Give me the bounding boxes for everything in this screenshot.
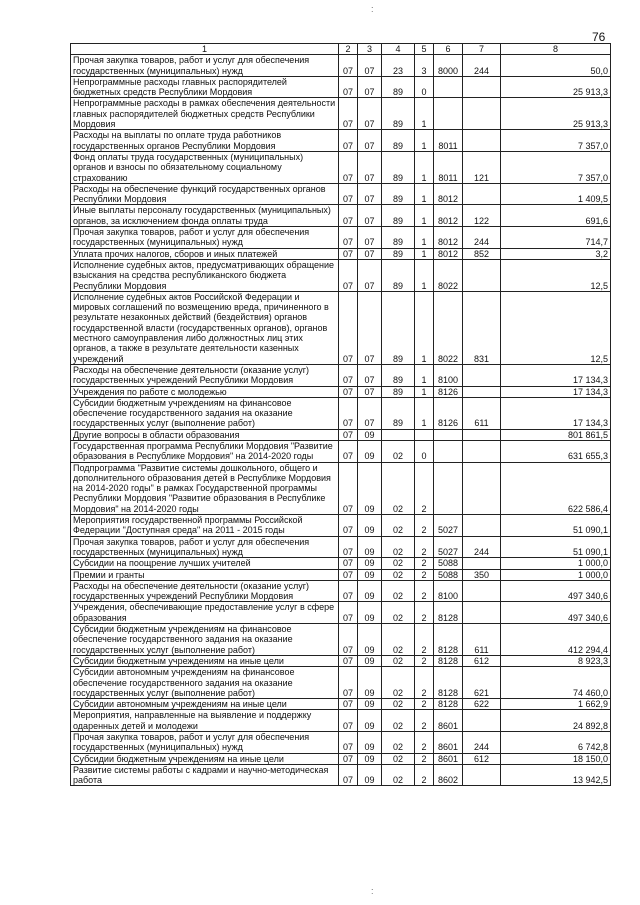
row-expense-type: 831 <box>463 291 501 364</box>
row-name: Мероприятия, направленные на выявление и поддержку одаренных детей и молодежи <box>71 710 339 732</box>
row-program: 23 <box>382 55 415 77</box>
row-name: Субсидии бюджетным учреждениям на иные цели <box>71 753 339 764</box>
row-article: 8602 <box>434 764 463 786</box>
table-row <box>71 429 611 440</box>
row-amount: 12,5 <box>501 291 611 364</box>
row-article: 8012 <box>434 227 463 249</box>
row-section: 07 <box>339 55 358 77</box>
row-program: 02 <box>382 699 415 710</box>
row-name: Учреждения, обеспечивающие предоставление услуг в сфере образования <box>71 602 339 624</box>
table-row <box>71 732 611 754</box>
row-section: 07 <box>339 98 358 130</box>
row-name: Иные выплаты персоналу государственных (муниципальных) органов, за исключением фонда оплаты труда <box>71 205 339 227</box>
row-name: Развитие системы работы с кадрами и научно-методическая работа <box>71 764 339 786</box>
table-row <box>71 699 611 710</box>
row-subsection: 07 <box>358 151 382 183</box>
row-subsection: 09 <box>358 569 382 580</box>
row-subsection: 07 <box>358 291 382 364</box>
row-program: 89 <box>382 397 415 429</box>
column-header: 5 <box>415 44 434 55</box>
row-program: 89 <box>382 386 415 397</box>
row-subsection: 09 <box>358 580 382 602</box>
row-name: Субсидии на поощрение лучших учителей <box>71 558 339 569</box>
row-section: 07 <box>339 227 358 249</box>
row-amount: 13 942,5 <box>501 764 611 786</box>
table-row <box>71 259 611 291</box>
row-section: 07 <box>339 259 358 291</box>
row-subprogram: 2 <box>415 732 434 754</box>
table-row <box>71 624 611 656</box>
row-name: Другие вопросы в области образования <box>71 429 339 440</box>
row-amount: 1 000,0 <box>501 558 611 569</box>
row-name: Исполнение судебных актов Российской Федерации и мировых соглашений по возмещению вреда, причиненного в результате незаконных действий (бездействия) органов государственной власти (государственных органов), органов местного самоуправления либо должностных лиц этих органов, а также в результате деятельности казенных учреждений <box>71 291 339 364</box>
row-article: 8601 <box>434 710 463 732</box>
row-name: Фонд оплаты труда государственных (муниципальных) органов и взносы по обязательному социальному страхованию <box>71 151 339 183</box>
row-name: Субсидии автономным учреждениям на иные цели <box>71 699 339 710</box>
table-row <box>71 440 611 462</box>
row-article: 8128 <box>434 655 463 666</box>
row-program: 89 <box>382 98 415 130</box>
table-row <box>71 753 611 764</box>
row-subprogram: 2 <box>415 462 434 514</box>
row-program: 02 <box>382 602 415 624</box>
row-expense-type <box>463 386 501 397</box>
row-program: 89 <box>382 151 415 183</box>
row-program: 02 <box>382 624 415 656</box>
row-article: 8012 <box>434 205 463 227</box>
row-subprogram: 1 <box>415 205 434 227</box>
row-article: 8011 <box>434 130 463 152</box>
column-header: 1 <box>71 44 339 55</box>
row-expense-type <box>463 602 501 624</box>
row-program: 02 <box>382 580 415 602</box>
row-section: 07 <box>339 151 358 183</box>
row-article: 8128 <box>434 624 463 656</box>
row-amount: 50,0 <box>501 55 611 77</box>
row-amount: 12,5 <box>501 259 611 291</box>
row-expense-type <box>463 130 501 152</box>
row-section: 07 <box>339 183 358 205</box>
table-row <box>71 151 611 183</box>
row-expense-type: 612 <box>463 753 501 764</box>
row-article: 8126 <box>434 397 463 429</box>
bottom-mark: : <box>371 886 374 896</box>
row-section: 07 <box>339 753 358 764</box>
row-subprogram: 1 <box>415 183 434 205</box>
row-subsection: 09 <box>358 558 382 569</box>
row-article: 5027 <box>434 536 463 558</box>
row-expense-type <box>463 462 501 514</box>
table-row <box>71 710 611 732</box>
row-article <box>434 76 463 98</box>
row-subsection: 09 <box>358 462 382 514</box>
row-subprogram: 1 <box>415 227 434 249</box>
row-amount: 1 409,5 <box>501 183 611 205</box>
row-article: 8128 <box>434 699 463 710</box>
row-article: 5088 <box>434 569 463 580</box>
row-section: 07 <box>339 429 358 440</box>
row-program: 89 <box>382 248 415 259</box>
row-name: Прочая закупка товаров, работ и услуг для обеспечения государственных (муниципальных) нужд <box>71 732 339 754</box>
row-subprogram: 3 <box>415 55 434 77</box>
table-row <box>71 515 611 537</box>
row-expense-type <box>463 558 501 569</box>
row-subsection: 09 <box>358 515 382 537</box>
row-expense-type <box>463 98 501 130</box>
row-section: 07 <box>339 655 358 666</box>
row-program: 02 <box>382 462 415 514</box>
row-article: 5088 <box>434 558 463 569</box>
row-program: 02 <box>382 710 415 732</box>
column-header: 3 <box>358 44 382 55</box>
table-row <box>71 248 611 259</box>
row-expense-type <box>463 364 501 386</box>
table-row <box>71 397 611 429</box>
row-program: 02 <box>382 515 415 537</box>
row-amount: 801 861,5 <box>501 429 611 440</box>
table-row <box>71 536 611 558</box>
row-article: 8601 <box>434 753 463 764</box>
row-subsection: 07 <box>358 76 382 98</box>
row-subprogram: 1 <box>415 248 434 259</box>
row-subsection: 09 <box>358 699 382 710</box>
row-expense-type: 350 <box>463 569 501 580</box>
row-article: 8100 <box>434 364 463 386</box>
row-subprogram: 1 <box>415 259 434 291</box>
row-subsection: 07 <box>358 98 382 130</box>
row-program <box>382 429 415 440</box>
row-subprogram: 2 <box>415 753 434 764</box>
top-mark: : <box>371 4 374 14</box>
table-row <box>71 291 611 364</box>
row-section: 07 <box>339 667 358 699</box>
row-expense-type: 611 <box>463 624 501 656</box>
row-expense-type: 121 <box>463 151 501 183</box>
row-article <box>434 429 463 440</box>
row-section: 07 <box>339 515 358 537</box>
row-subprogram: 1 <box>415 364 434 386</box>
table-row <box>71 205 611 227</box>
column-header: 6 <box>434 44 463 55</box>
row-amount: 497 340,6 <box>501 602 611 624</box>
column-header: 4 <box>382 44 415 55</box>
row-article: 8012 <box>434 183 463 205</box>
row-amount: 3,2 <box>501 248 611 259</box>
row-section: 07 <box>339 624 358 656</box>
row-subprogram <box>415 429 434 440</box>
row-name: Подпрограмма "Развитие системы дошкольного, общего и дополнительного образования детей в Республике Мордовия на 2014-2020 годы" в рамках Государственной программы Республики Мордовия "Развитие образования в Республике Мордовия" на 2014-2020 годы <box>71 462 339 514</box>
row-program: 89 <box>382 364 415 386</box>
row-subprogram: 1 <box>415 397 434 429</box>
row-name: Расходы на обеспечение деятельности (оказание услуг) государственных учреждений Республики Мордовия <box>71 364 339 386</box>
row-subprogram: 2 <box>415 667 434 699</box>
row-subprogram: 2 <box>415 515 434 537</box>
row-program: 02 <box>382 732 415 754</box>
row-amount: 18 150,0 <box>501 753 611 764</box>
row-amount: 17 134,3 <box>501 386 611 397</box>
row-program: 89 <box>382 130 415 152</box>
row-subsection: 09 <box>358 536 382 558</box>
row-subsection: 07 <box>358 364 382 386</box>
budget-table <box>70 43 611 786</box>
row-subprogram: 2 <box>415 580 434 602</box>
row-section: 07 <box>339 76 358 98</box>
row-name: Уплата прочих налогов, сборов и иных платежей <box>71 248 339 259</box>
row-name: Субсидии автономным учреждениям на финансовое обеспечение государственного задания на оказание государственных услуг (выполнение работ) <box>71 667 339 699</box>
row-subprogram: 1 <box>415 386 434 397</box>
row-article <box>434 98 463 130</box>
table-row <box>71 580 611 602</box>
row-section: 07 <box>339 364 358 386</box>
row-subprogram: 2 <box>415 710 434 732</box>
row-amount: 25 913,3 <box>501 76 611 98</box>
row-name: Прочая закупка товаров, работ и услуг для обеспечения государственных (муниципальных) нужд <box>71 227 339 249</box>
row-subprogram: 0 <box>415 76 434 98</box>
row-name: Субсидии бюджетным учреждениям на финансовое обеспечение государственного задания на оказание государственных услуг (выполнение работ) <box>71 624 339 656</box>
row-name: Расходы на выплаты по оплате труда работников государственных органов Республики Мордовия <box>71 130 339 152</box>
row-subsection: 09 <box>358 655 382 666</box>
row-subsection: 09 <box>358 624 382 656</box>
row-article <box>434 440 463 462</box>
row-program: 02 <box>382 753 415 764</box>
row-subprogram: 2 <box>415 569 434 580</box>
row-section: 07 <box>339 130 358 152</box>
row-amount: 25 913,3 <box>501 98 611 130</box>
row-subprogram: 2 <box>415 558 434 569</box>
table-row <box>71 98 611 130</box>
table-row <box>71 130 611 152</box>
table-body <box>71 55 611 786</box>
row-article: 8022 <box>434 259 463 291</box>
row-name: Государственная программа Республики Мордовия "Развитие образования в Республике Мордовия" на 2014-2020 годы <box>71 440 339 462</box>
row-subprogram: 2 <box>415 602 434 624</box>
row-article: 8012 <box>434 248 463 259</box>
row-name: Учреждения по работе с молодежью <box>71 386 339 397</box>
row-name: Прочая закупка товаров, работ и услуг для обеспечения государственных (муниципальных) нужд <box>71 536 339 558</box>
row-name: Расходы на обеспечение функций государственных органов Республики Мордовия <box>71 183 339 205</box>
row-amount: 7 357,0 <box>501 130 611 152</box>
row-article: 8128 <box>434 667 463 699</box>
row-program: 89 <box>382 183 415 205</box>
row-subsection: 09 <box>358 764 382 786</box>
table-row <box>71 364 611 386</box>
row-program: 02 <box>382 667 415 699</box>
row-program: 89 <box>382 291 415 364</box>
row-subsection: 09 <box>358 602 382 624</box>
row-section: 07 <box>339 397 358 429</box>
row-expense-type: 852 <box>463 248 501 259</box>
row-subsection: 09 <box>358 440 382 462</box>
row-amount: 17 134,3 <box>501 364 611 386</box>
row-article: 5027 <box>434 515 463 537</box>
row-program: 02 <box>382 440 415 462</box>
table-row <box>71 764 611 786</box>
table-row <box>71 55 611 77</box>
row-subprogram: 2 <box>415 655 434 666</box>
row-expense-type: 612 <box>463 655 501 666</box>
row-subsection: 07 <box>358 397 382 429</box>
row-program: 89 <box>382 259 415 291</box>
row-amount: 24 892,8 <box>501 710 611 732</box>
row-expense-type: 621 <box>463 667 501 699</box>
row-subprogram: 1 <box>415 130 434 152</box>
row-program: 89 <box>382 205 415 227</box>
row-amount: 51 090,1 <box>501 536 611 558</box>
table-row <box>71 462 611 514</box>
row-section: 07 <box>339 699 358 710</box>
row-amount: 714,7 <box>501 227 611 249</box>
table-row <box>71 558 611 569</box>
row-subsection: 07 <box>358 205 382 227</box>
row-program: 02 <box>382 558 415 569</box>
row-amount: 497 340,6 <box>501 580 611 602</box>
row-name: Субсидии бюджетным учреждениям на финансовое обеспечение государственного задания на оказание государственных услуг (выполнение работ) <box>71 397 339 429</box>
row-section: 07 <box>339 386 358 397</box>
table-row <box>71 386 611 397</box>
row-subprogram: 2 <box>415 624 434 656</box>
row-subsection: 07 <box>358 130 382 152</box>
row-subsection: 09 <box>358 753 382 764</box>
row-expense-type <box>463 183 501 205</box>
row-section: 07 <box>339 558 358 569</box>
row-article: 8601 <box>434 732 463 754</box>
row-subsection: 07 <box>358 259 382 291</box>
row-expense-type: 244 <box>463 536 501 558</box>
row-article: 8011 <box>434 151 463 183</box>
row-subprogram: 2 <box>415 536 434 558</box>
row-article: 8128 <box>434 602 463 624</box>
table-row <box>71 602 611 624</box>
row-program: 02 <box>382 536 415 558</box>
row-expense-type <box>463 440 501 462</box>
row-amount: 6 742,8 <box>501 732 611 754</box>
page-number: 76 <box>592 30 606 44</box>
row-subsection: 07 <box>358 386 382 397</box>
row-section: 07 <box>339 291 358 364</box>
table-row <box>71 655 611 666</box>
column-number-row <box>71 44 611 55</box>
row-name: Непрограммные расходы главных распорядителей бюджетных средств Республики Мордовия <box>71 76 339 98</box>
row-expense-type <box>463 764 501 786</box>
row-subprogram: 1 <box>415 151 434 183</box>
table-row <box>71 667 611 699</box>
row-subsection: 09 <box>358 429 382 440</box>
row-name: Исполнение судебных актов, предусматривающих обращение взыскания на средства республиканского бюджета Республики Мордовия <box>71 259 339 291</box>
column-header: 7 <box>463 44 501 55</box>
row-subprogram: 2 <box>415 699 434 710</box>
row-article <box>434 462 463 514</box>
row-section: 07 <box>339 569 358 580</box>
table-row <box>71 76 611 98</box>
row-section: 07 <box>339 462 358 514</box>
row-subsection: 07 <box>358 227 382 249</box>
row-expense-type: 611 <box>463 397 501 429</box>
row-program: 02 <box>382 764 415 786</box>
row-article: 8100 <box>434 580 463 602</box>
row-amount: 7 357,0 <box>501 151 611 183</box>
row-subprogram: 1 <box>415 291 434 364</box>
row-subsection: 07 <box>358 55 382 77</box>
row-subsection: 09 <box>358 667 382 699</box>
row-subsection: 07 <box>358 183 382 205</box>
row-section: 07 <box>339 248 358 259</box>
row-subprogram: 2 <box>415 764 434 786</box>
row-expense-type <box>463 429 501 440</box>
row-name: Прочая закупка товаров, работ и услуг для обеспечения государственных (муниципальных) нужд <box>71 55 339 77</box>
row-program: 89 <box>382 227 415 249</box>
row-article: 8126 <box>434 386 463 397</box>
row-name: Субсидии бюджетным учреждениям на иные цели <box>71 655 339 666</box>
row-expense-type: 244 <box>463 55 501 77</box>
row-name: Непрограммные расходы в рамках обеспечения деятельности главных распорядителей бюджетных средств Республики Мордовия <box>71 98 339 130</box>
row-program: 89 <box>382 76 415 98</box>
row-expense-type <box>463 259 501 291</box>
row-section: 07 <box>339 732 358 754</box>
row-section: 07 <box>339 710 358 732</box>
row-expense-type <box>463 580 501 602</box>
row-amount: 51 090,1 <box>501 515 611 537</box>
column-header: 2 <box>339 44 358 55</box>
row-name: Расходы на обеспечение деятельности (оказание услуг) государственных учреждений Республики Мордовия <box>71 580 339 602</box>
row-section: 07 <box>339 536 358 558</box>
table-row <box>71 183 611 205</box>
row-name: Мероприятия государственной программы Российской Федерации "Доступная среда" на 2011 - 2015 годы <box>71 515 339 537</box>
row-article: 8000 <box>434 55 463 77</box>
row-amount: 622 586,4 <box>501 462 611 514</box>
row-amount: 17 134,3 <box>501 397 611 429</box>
row-program: 02 <box>382 569 415 580</box>
row-section: 07 <box>339 440 358 462</box>
row-expense-type <box>463 76 501 98</box>
row-amount: 1 000,0 <box>501 569 611 580</box>
row-expense-type: 244 <box>463 227 501 249</box>
row-subsection: 09 <box>358 732 382 754</box>
row-section: 07 <box>339 602 358 624</box>
table-row <box>71 569 611 580</box>
row-section: 07 <box>339 205 358 227</box>
row-article: 8022 <box>434 291 463 364</box>
row-expense-type: 122 <box>463 205 501 227</box>
table-row <box>71 227 611 249</box>
row-subsection: 09 <box>358 710 382 732</box>
row-amount: 631 655,3 <box>501 440 611 462</box>
row-amount: 1 662,9 <box>501 699 611 710</box>
row-program: 02 <box>382 655 415 666</box>
row-section: 07 <box>339 580 358 602</box>
row-subprogram: 1 <box>415 98 434 130</box>
row-amount: 691,6 <box>501 205 611 227</box>
row-expense-type: 244 <box>463 732 501 754</box>
row-expense-type <box>463 515 501 537</box>
row-expense-type <box>463 710 501 732</box>
row-subsection: 07 <box>358 248 382 259</box>
row-subprogram: 0 <box>415 440 434 462</box>
row-amount: 412 294,4 <box>501 624 611 656</box>
row-amount: 8 923,3 <box>501 655 611 666</box>
row-expense-type: 622 <box>463 699 501 710</box>
row-amount: 74 460,0 <box>501 667 611 699</box>
row-name: Премии и гранты <box>71 569 339 580</box>
column-header: 8 <box>501 44 611 55</box>
row-section: 07 <box>339 764 358 786</box>
